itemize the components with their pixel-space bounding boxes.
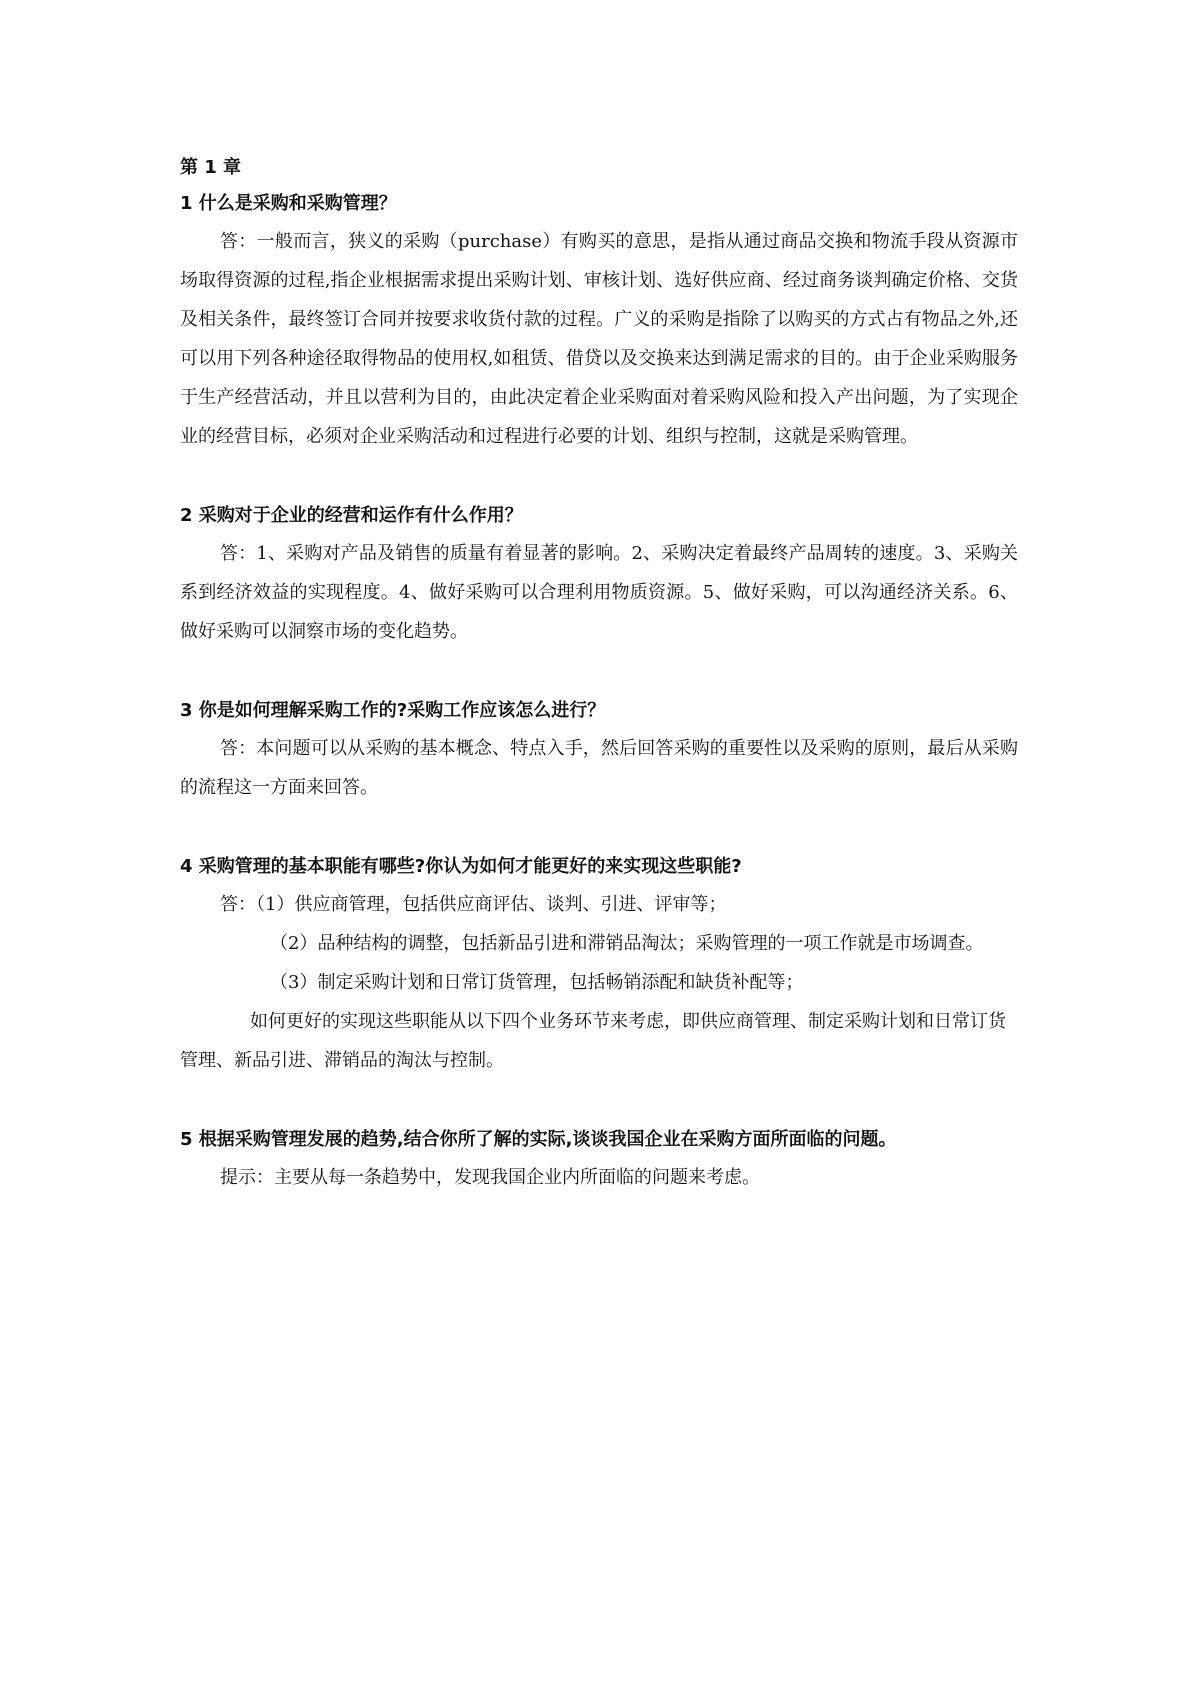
section-spacer [180, 456, 1018, 498]
answer-item: （3）制定采购计划和日常订货管理，包括畅销添配和缺货补配等； [270, 972, 804, 993]
section-spacer [180, 651, 1018, 693]
answer-text: 答：本问题可以从采购的基本概念、特点入手，然后回答采购的重要性以及采购的原则，最后从采购的流程这一方面来回答。 [180, 738, 1018, 798]
question-title: 4 采购管理的基本职能有哪些?你认为如何才能更好的来实现这些职能? [180, 856, 742, 877]
answer-text: 答：一般而言，狭义的采购（purchase）有购买的意思，是指从通过商品交换和物流手段从资源市场取得资源的过程,指企业根据需求提出采购计划、审核计划、选好供应商、经过商务谈判确定价格、交货及相关条件，最终签订合同并按要求收货付款的过程。广义的采购是指除了以购买的方式占有物品之外,还可以用下列各种途径取得物品的使用权,如租赁、借贷以及交换来达到满足需求的目的。由于企业采购服务于生产经营活动，并且以营利为目的，由此决定着企业采购面对着采购风险和投入产出问题，为了实现企业的经营目标，必须对企业采购活动和过程进行必要的计划、组织与控制，这就是采购管理。 [180, 231, 1018, 447]
answer-text: 答：1、采购对产品及销售的质量有着显著的影响。2、采购决定着最终产品周转的速度。3、采购关系到经济效益的实现程度。4、做好采购可以合理利用物质资源。5、做好采购，可以沟通经济关系。6、做好采购可以洞察市场的变化趋势。 [180, 543, 1018, 642]
question-1 [180, 186, 1018, 456]
question-3 [180, 693, 1018, 807]
document-content [180, 150, 1018, 1197]
question-2 [180, 498, 1018, 651]
hint-text: 提示：主要从每一条趋势中，发现我国企业内所面临的问题来考虑。 [220, 1167, 760, 1188]
chapter-heading: 第 1 章 [180, 157, 242, 178]
question-title: 3 你是如何理解采购工作的?采购工作应该怎么进行？ [180, 700, 606, 721]
section-spacer [180, 1080, 1018, 1122]
question-5 [180, 1122, 1018, 1197]
answer-item: 如何更好的实现这些职能从以下四个业务环节来考虑，即供应商管理、制定采购计划和日常订货管理、新品引进、滞销品的淘汰与控制。 [180, 1011, 1006, 1071]
answer-item: （2）品种结构的调整，包括新品引进和滞销品淘汰；采购管理的一项工作就是市场调查。 [270, 933, 984, 954]
question-4 [180, 849, 1018, 1080]
question-title: 1 什么是采购和采购管理？ [180, 193, 397, 214]
section-spacer [180, 807, 1018, 849]
question-title: 2 采购对于企业的经营和运作有什么作用？ [180, 505, 523, 526]
answer-item: 答：（1）供应商管理，包括供应商评估、谈判、引进、评审等； [220, 894, 727, 915]
question-title: 5 根据采购管理发展的趋势,结合你所了解的实际,谈谈我国企业在采购方面所面临的问题。 [180, 1129, 897, 1150]
